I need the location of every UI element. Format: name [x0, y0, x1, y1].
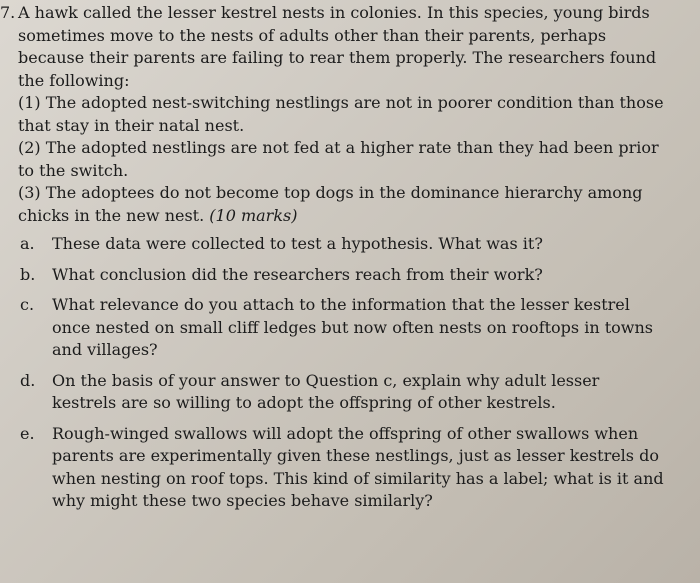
problem-7 [0, 2, 664, 513]
subquestion-e [18, 423, 664, 513]
subquestion-text: On the basis of your answer to Question c, explain why adult lesser kestrels are so willing to adopt the offspring of other kestrels. [52, 370, 600, 412]
subquestion-b [18, 264, 664, 287]
marks-label: (10 marks) [209, 205, 298, 225]
subquestion-text: These data were collected to test a hypothesis. What was it? [52, 234, 543, 253]
question-number: 7. [0, 3, 16, 22]
subquestion-list [18, 233, 664, 513]
finding-3-text: (3) The adoptees do not become top dogs in the dominance hierarchy among chicks in the new nest. [18, 183, 643, 225]
subquestion-letter: d. [20, 370, 36, 390]
finding-2: (2) The adopted nestlings are not fed at a higher rate than they had been prior to the switch. [18, 138, 659, 180]
subquestion-letter: b. [20, 264, 36, 284]
subquestion-c [18, 294, 664, 362]
subquestion-letter: a. [20, 234, 35, 253]
subquestion-letter: e. [20, 423, 35, 443]
finding-3 [18, 182, 664, 227]
finding-1: (1) The adopted nest-switching nestlings are not in poorer condition than those that stay in their natal nest. [18, 93, 664, 135]
subquestion-d [18, 370, 664, 415]
subquestion-text: What relevance do you attach to the information that the lesser kestrel once nested on small cliff ledges but now often nests on rooftops in towns and villages? [52, 295, 653, 359]
problem-intro: A hawk called the lesser kestrel nests in colonies. In this species, young birds sometimes move to the nests of adults other than their parents, perhaps because their parents are failing to rear them properly. The researchers found the following: [18, 3, 657, 90]
subquestion-letter: c. [20, 295, 35, 314]
subquestion-text: Rough-winged swallows will adopt the offspring of other swallows when parents are experimentally given these nestlings, just as lesser kestrels do when nesting on roof tops. This kind of similarity has a label; what is it and why might these two species behave similarly? [52, 423, 664, 510]
subquestion-text: What conclusion did the researchers reach from their work? [52, 264, 543, 284]
subquestion-a [18, 233, 664, 256]
